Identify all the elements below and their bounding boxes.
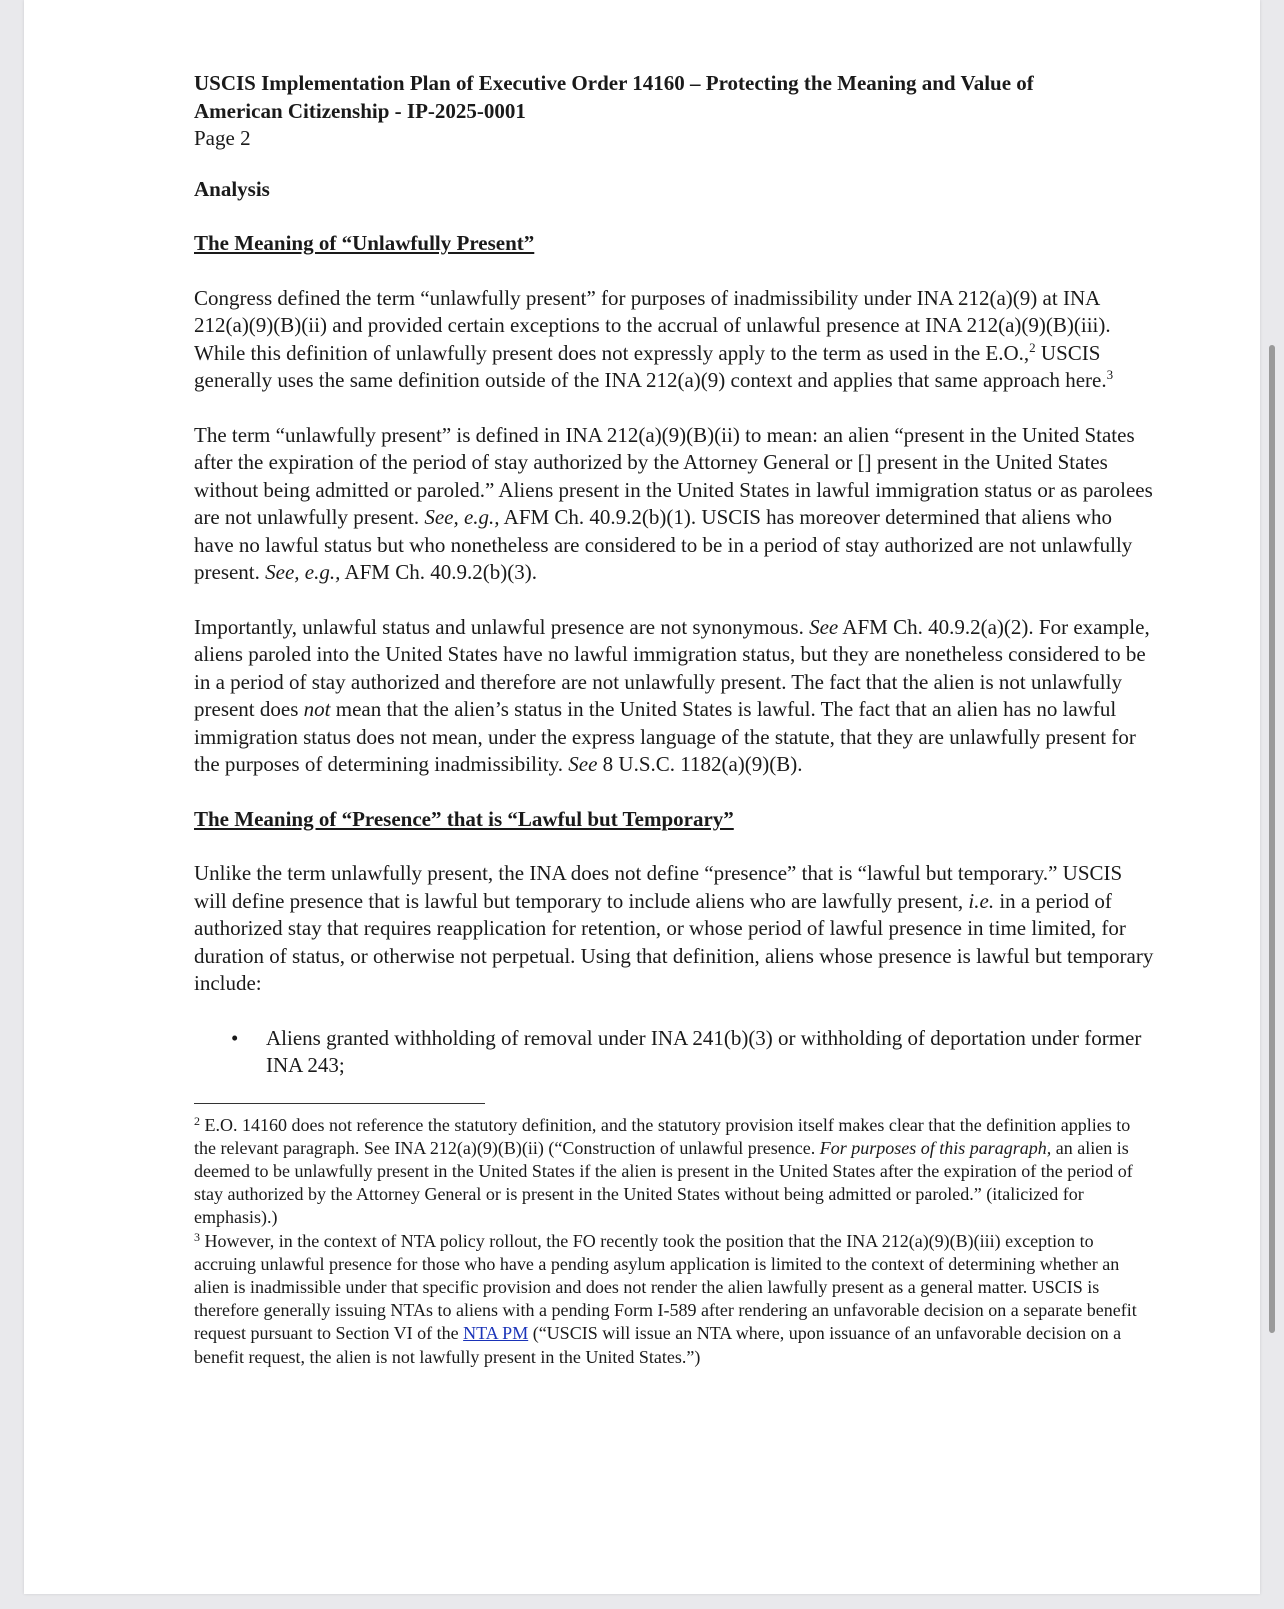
paragraph-not-synonymous xyxy=(194,614,1154,779)
footnote-ref-3[interactable]: 3 xyxy=(1106,367,1114,382)
list-item xyxy=(194,1025,1154,1080)
footnote-3 xyxy=(194,1230,1154,1369)
emphasis: i.e. xyxy=(968,888,995,913)
footnote-divider xyxy=(194,1103,485,1104)
text: USCIS generally uses the same definition outside of the INA 212(a)(9) context and applies that same approach here. xyxy=(194,340,1107,392)
emphasis: not xyxy=(303,697,331,721)
text: in a period of authorized stay that requires reapplication for retention, or whose period of lawful presence in time limited, for duration of status, or otherwise not perpetual. Using that definition, aliens whose presence is lawful but temporary include: xyxy=(194,888,1154,995)
scrollbar[interactable] xyxy=(1269,345,1275,1333)
title-line-2: American Citizenship - IP-2025-0001 xyxy=(194,98,526,123)
text: AFM Ch. 40.9.2(b)(3). xyxy=(340,560,537,584)
text: The term “unlawfully present” is defined in INA 212(a)(9)(B)(ii) to mean: an alien “present in the United States after the expiration of the period of stay authorized by the Attorney General or [] present in the United States without being admitted or paroled.” Aliens present in the United States in lawful immigration status or as parolees are not unlawfully present. xyxy=(194,422,1153,529)
text: However, in the context of NTA policy rollout, the FO recently took the position that the INA 212(a)(9)(B)(iii) exception to accruing unlawful presence for those who have a pending asylum application is limited to the context of determining whether an alien is inadmissible under that specific provision and does not render the alien lawfully present as a general matter. USCIS is therefore generally issuing NTAs to aliens with a pending Form I-589 after rendering an unfavorable decision on a separate benefit request pursuant to Section VI of the xyxy=(194,1230,1137,1344)
footnote-2 xyxy=(194,1114,1154,1230)
text: Unlike the term unlawfully present, the INA does not define “presence” that is “lawful but temporary.” USCIS will define presence that is lawful but temporary to include aliens who are lawfully present, xyxy=(194,861,1123,913)
emphasis: For purposes of this paragraph, xyxy=(819,1137,1052,1158)
text: (“USCIS will issue an NTA where, upon issuance of an unfavorable decision on a benefit request, the alien is not lawfully present in the United States.”) xyxy=(194,1323,1122,1367)
paragraph-term-defined xyxy=(194,422,1154,587)
text: AFM Ch. 40.9.2(b)(1). USCIS has moreover determined that aliens who have no lawful status but who nonetheless are considered to be in a period of stay authorized are not unlawfully present. xyxy=(194,505,1133,584)
document-content xyxy=(194,70,1154,1369)
nta-pm-link[interactable]: NTA PM xyxy=(463,1323,529,1344)
page-number: Page 2 xyxy=(194,126,251,150)
text: Importantly, unlawful status and unlawful presence are not synonymous. xyxy=(194,614,810,639)
footnote-number: 2 xyxy=(194,1113,200,1128)
text: mean that the alien’s status in the United States is lawful. The fact that an alien has no lawful immigration status does not mean, under the express language of the statute, that they are unlawfully present for the purposes of determining inadmissibility. xyxy=(194,697,1136,776)
text: 8 U.S.C. 1182(a)(9)(B). xyxy=(597,752,803,776)
text: Congress defined the term “unlawfully present” for purposes of inadmissibility under INA 212(a)(9) at INA 212(a)(9)(B)(ii) and provided certain exceptions to the accrual of unlawful presence at INA 212(a)(9)(B)(iii). While this definition of unlawfully present does not expressly apply to the term as used in the E.O., xyxy=(194,285,1111,365)
paragraph-lawful-temporary xyxy=(194,860,1154,998)
citation-signal: See, e.g., xyxy=(424,505,500,529)
section-heading-unlawfully-present: The Meaning of “Unlawfully Present” xyxy=(194,231,535,255)
text: E.O. 14160 does not reference the statutory definition, and the statutory provision itself makes clear that the definition applies to the relevant paragraph. See INA 212(a)(9)(B)(ii) (“Construction of unlawful presence. xyxy=(194,1114,1131,1158)
analysis-heading: Analysis xyxy=(194,176,270,201)
bullet-list xyxy=(194,1025,1154,1080)
title-line-1: USCIS Implementation Plan of Executive Order 14160 – Protecting the Meaning and Value of xyxy=(194,71,1034,95)
text: AFM Ch. 40.9.2(a)(2). For example, aliens paroled into the United States have no lawful immigration status, but they are nonetheless considered to be in a period of stay authorized and therefore are not unlawfully present. The fact that the alien is not unlawfully present does xyxy=(194,614,1150,721)
footnotes xyxy=(194,1114,1154,1369)
text: an alien is deemed to be unlawfully present in the United States if the alien is present in the United States after the expiration of the period of stay authorized by the Attorney General or is present in the United States without being admitted or paroled.” (italicized for emphasis).) xyxy=(194,1137,1133,1228)
footnote-number: 3 xyxy=(194,1229,200,1244)
citation-signal: See xyxy=(568,752,598,776)
bullet-icon: • xyxy=(231,1025,239,1050)
footnote-ref-2[interactable]: 2 xyxy=(1029,339,1036,355)
document-page xyxy=(24,0,1260,1594)
section-heading-lawful-but-temporary: The Meaning of “Presence” that is “Lawful but Temporary” xyxy=(194,806,734,831)
citation-signal: See xyxy=(809,614,839,639)
list-item-text: Aliens granted withholding of removal under INA 241(b)(3) or withholding of deportation under former INA 243; xyxy=(266,1025,1142,1077)
document-title xyxy=(194,70,1154,125)
paragraph-definition xyxy=(194,285,1154,395)
citation-signal: See, e.g., xyxy=(265,560,341,584)
